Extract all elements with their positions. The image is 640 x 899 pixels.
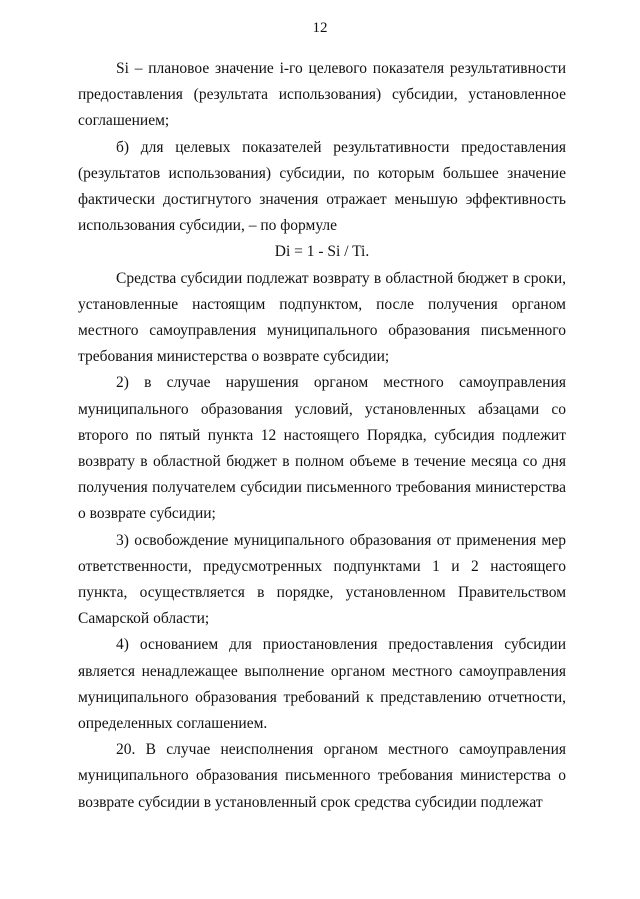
paragraph-si-definition: Si – плановое значение i-го целевого показателя результативности предоставления (результата использования) субсидии, установленное соглашением; bbox=[78, 60, 566, 130]
paragraph-refund-terms: Средства субсидии подлежат возврату в областной бюджет в сроки, установленные настоящим подпунктом, после получения органом местного самоуправления муниципального образования письменного требования министерства о возврате субсидии; bbox=[78, 269, 566, 366]
document-body bbox=[78, 56, 566, 816]
formula: Di = 1 - Si / Ti. bbox=[274, 243, 370, 261]
paragraph-item-20: 20. В случае неисполнения органом местного самоуправления муниципального образования письменного требования министерства о возврате субсидии в установленный срок средства субсидии подлежат bbox=[78, 741, 566, 811]
paragraph-item-4: 4) основанием для приостановления предоставления субсидии является ненадлежащее выполнение органом местного самоуправления муниципального образования требований к представлению отчетности, определенных соглашением. bbox=[78, 636, 566, 733]
paragraph-item-2: 2) в случае нарушения органом местного самоуправления муниципального образования условий, установленных абзацами со второго по пятый пункта 12 настоящего Порядка, субсидия подлежит возврату в областной бюджет в полном объеме в течение месяца со дня получения получателем субсидии письменного требования министерства о возврате субсидии; bbox=[78, 374, 566, 523]
paragraph-item-3: 3) освобождение муниципального образования от применения мер ответственности, предусмотренных подпунктами 1 и 2 настоящего пункта, осуществляется в порядке, установленном Правительством Самарской области; bbox=[78, 531, 566, 628]
paragraph-b-indicators: б) для целевых показателей результативности предоставления (результатов использования) субсидии, по которым большее значение фактически достигнутого значения отражает меньшую эффективность использования субсидии, – по формуле bbox=[78, 138, 566, 235]
page-number: 12 bbox=[312, 20, 328, 36]
